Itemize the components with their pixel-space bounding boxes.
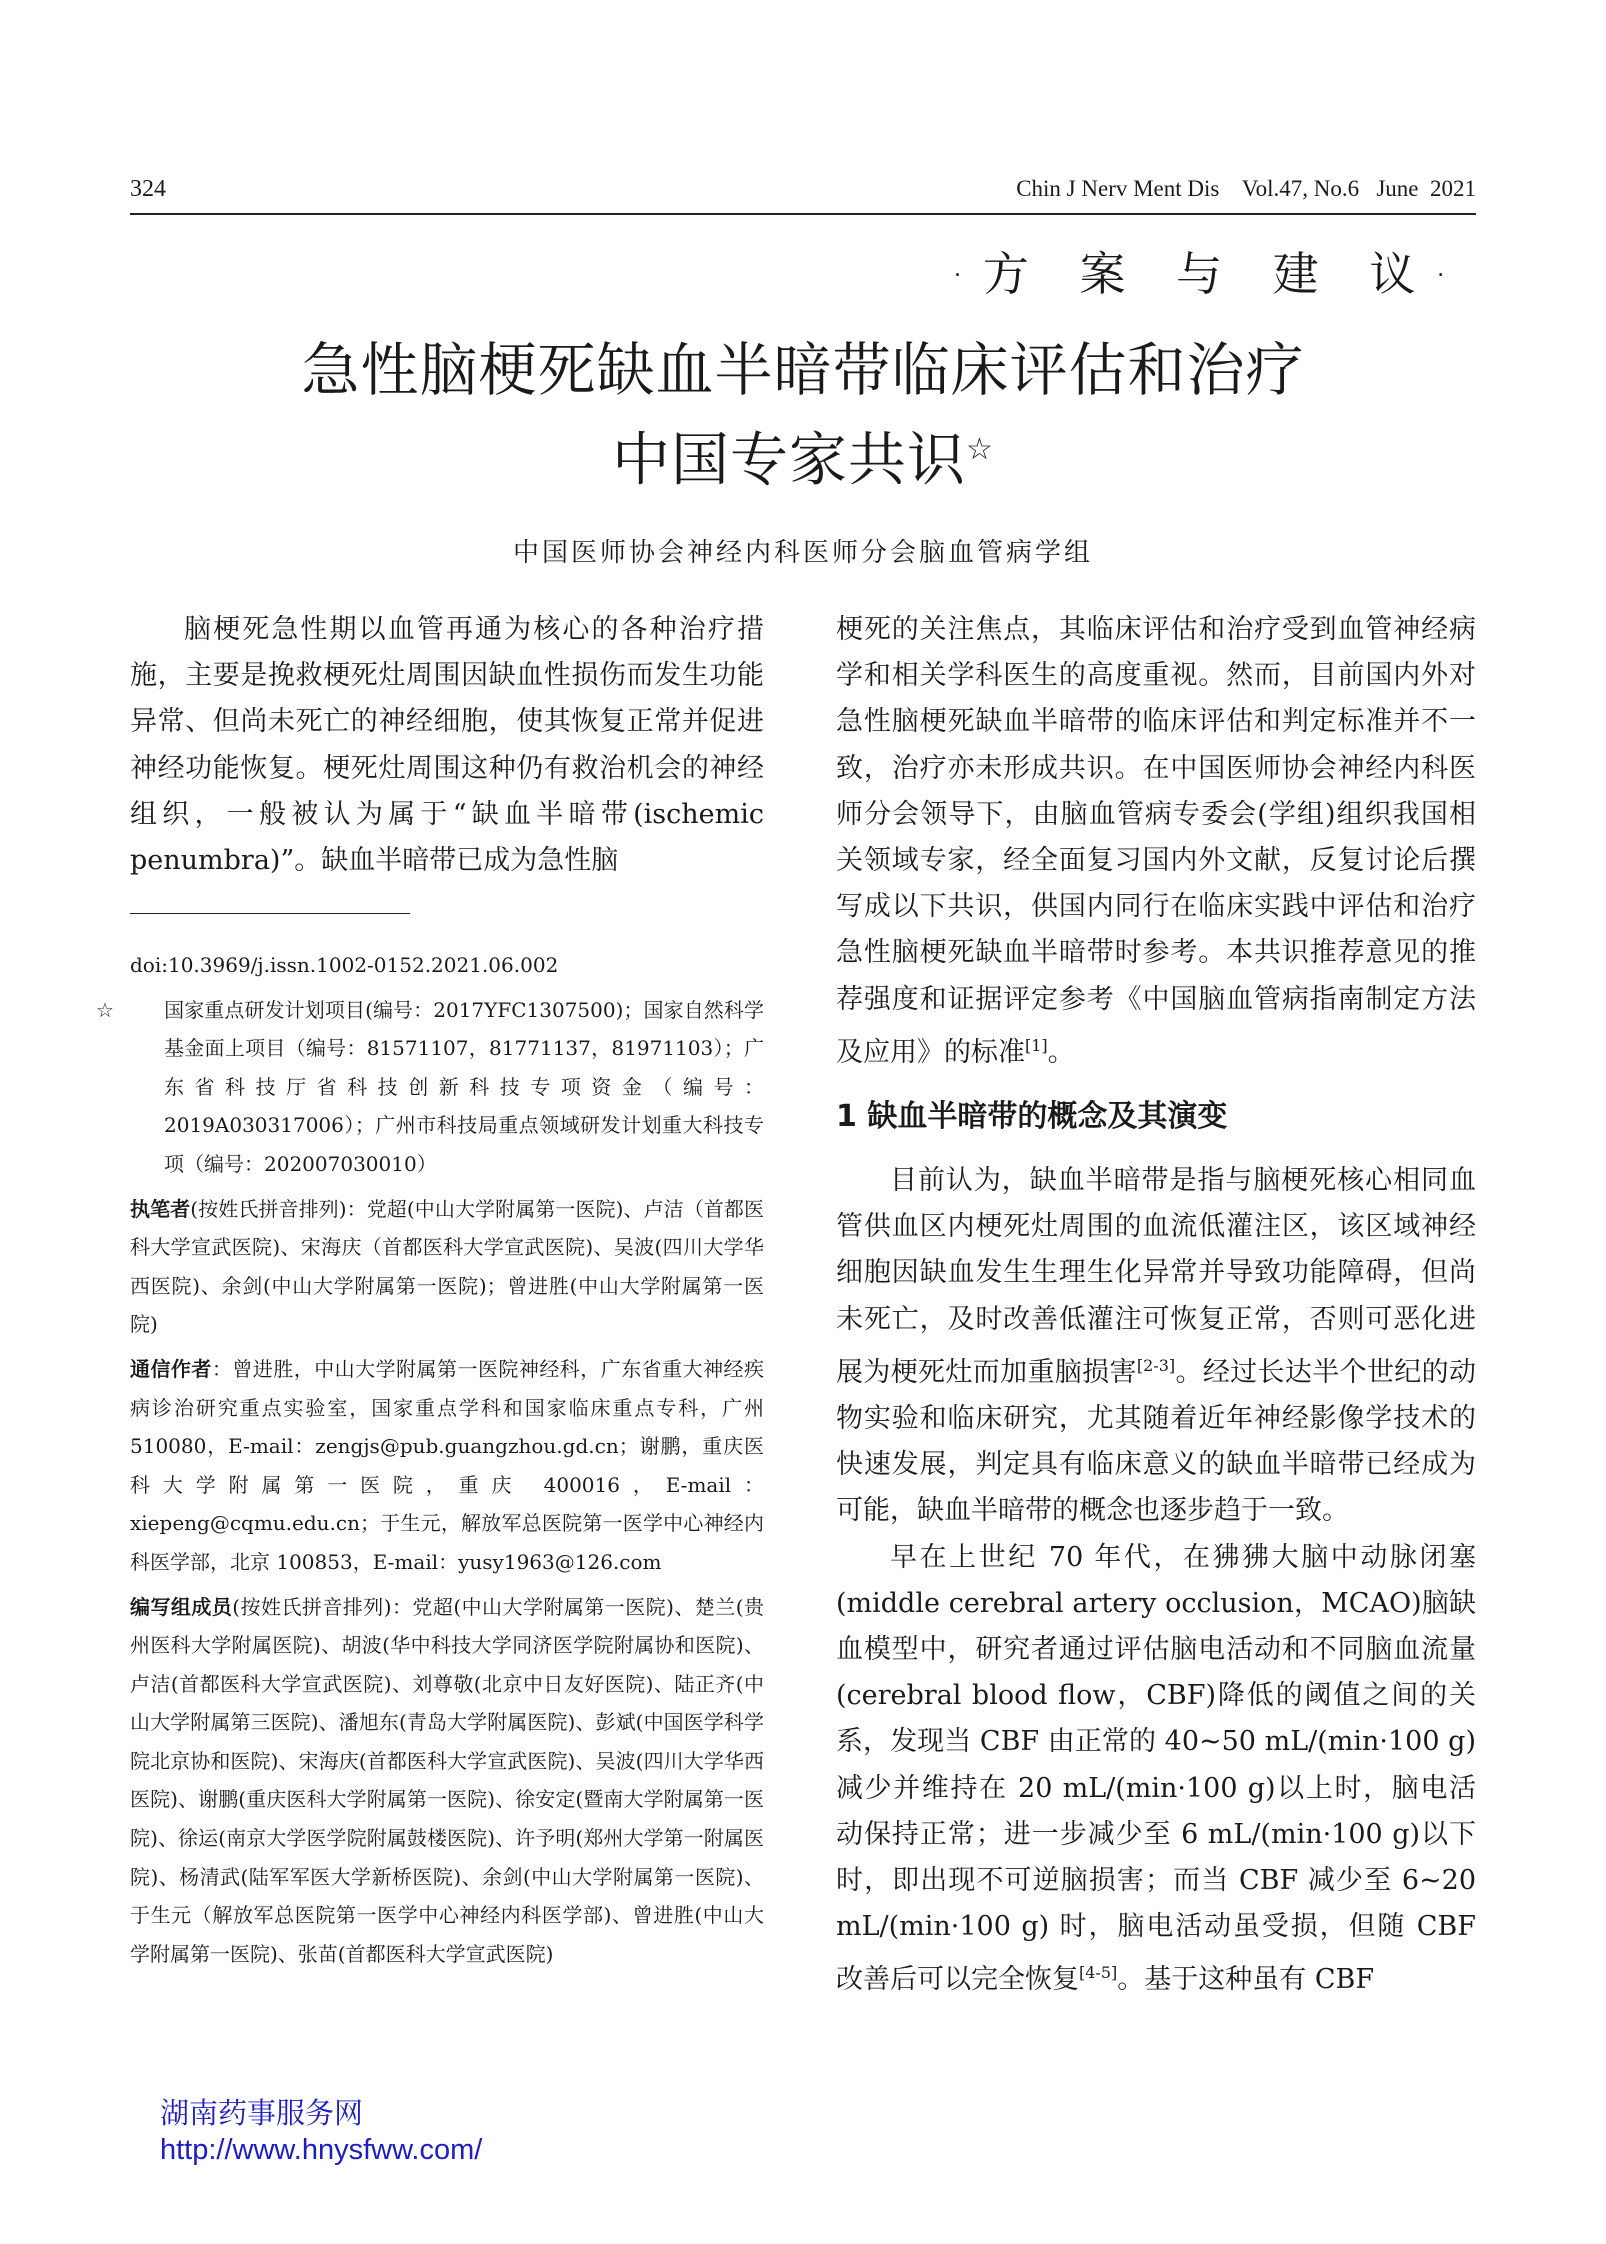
- star-mark-icon: ☆: [96, 997, 114, 1022]
- section-heading: 1 缺血半暗带的概念及其演变: [836, 1099, 1228, 1135]
- body-paragraph: 脑梗死急性期以血管再通为核心的各种治疗措施，主要是挽救梗死灶周围因缺血性损伤而发生功能异常、但尚未死亡的神经细胞，使其恢复正常并促进神经功能恢复。梗死灶周围这种仍有救治机会的神经组织，一般被认为属于“缺血半暗带(ischemic penumbra)”。缺血半暗带已成为急性脑: [130, 614, 764, 877]
- right-column: [836, 607, 1476, 2004]
- citation-ref: [4-5]: [1079, 1963, 1118, 1983]
- author-group: 中国医师协会神经内科医师分会脑血管病学组: [512, 538, 1093, 568]
- star-mark-icon: ☆: [966, 432, 994, 467]
- footnotes: [96, 946, 765, 1973]
- body-paragraph: 早在上世纪 70 年代，在狒狒大脑中动脉闭塞(middle cerebral artery occlusion，MCAO)脑缺血模型中，研究者通过评估脑电活动和不同脑血流量(cerebral blood flow，CBF)降低的阈值之间的关系，发现当 CBF 由正常的 40~50 mL/(min·100 g)减少并维持在 20 mL/(min·100 g)以上时，脑电活动保持正常；进一步减少至 6 mL/(min·100 g)以下时，即出现不可逆脑损害；而当 CBF 减少至 6~20 mL/(min·100 g) 时，脑电活动虽受损，但随 CBF 改善后可以完全恢复[4-5]。基于这种虽有 CBF: [836, 1541, 1476, 1996]
- article-title: [130, 330, 1476, 499]
- watermark-url: http://www.hnysfww.com/: [160, 2134, 483, 2166]
- header-rule: [130, 213, 1476, 215]
- watermark: [160, 2096, 482, 2168]
- members-note: 编写组成员(按姓氏拼音排列)：党超(中山大学附属第一医院)、楚兰(贵州医科大学附属医院)、胡波(华中科技大学同济医学院附属协和医院)、卢洁(首都医科大学宣武医院)、刘尊敬(北京中日友好医院)、陆正齐(中山大学附属第三医院)、潘旭东(青岛大学附属医院)、彭斌(中国医学科学院北京协和医院)、宋海庆(首都医科大学宣武医院)、吴波(四川大学华西医院)、谢鹏(重庆医科大学附属第一医院)、徐安定(暨南大学附属第一医院)、徐运(南京大学医学院附属鼓楼医院)、许予明(郑州大学第一附属医院)、杨清武(陆军军医大学新桥医院)、余剑(中山大学附属第一医院)、于生元（解放军总医院第一医学中心神经内科医学部)、曾进胜(中山大学附属第一医院)、张苗(首都医科大学宣武医院): [130, 1594, 765, 1966]
- journal-citation: Chin J Nerv Ment Dis Vol.47, No.6 June 2021: [1016, 176, 1476, 201]
- title-line-1: 急性脑梗死缺血半暗带临床评估和治疗: [301, 336, 1305, 404]
- title-line-2: 中国专家共识☆: [612, 425, 994, 494]
- body-paragraph: 目前认为，缺血半暗带是指与脑梗死核心相同血管供血区内梗死灶周围的血流低灌注区，该区域神经细胞因缺血发生生理生化异常并导致功能障碍，但尚未死亡，及时改善低灌注可恢复正常，否则可恶化进展为梗死灶而加重脑损害[2-3]。经过长达半个世纪的动物实验和临床研究，尤其随着近年神经影像学技术的快速发展，判定具有临床意义的缺血半暗带已经成为可能，缺血半暗带的概念也逐步趋于一致。: [836, 1165, 1476, 1527]
- fund-note: ☆ 国家重点研发计划项目(编号：2017YFC1307500)；国家自然科学基金面上项目（编号：81571107，81771137，81971103）；广东省科技厅省科技创新科技专项资金（编号：2019A030317006）；广州市科技局重点领域研发计划重大科技专项（编号：202007030010）: [130, 991, 764, 1184]
- doi: doi:10.3969/j.issn.1002-0152.2021.06.002: [130, 953, 559, 977]
- writers-note: 执笔者(按姓氏拼音排列)：党超(中山大学附属第一医院)、卢洁（首都医科大学宣武医院)、宋海庆（首都医科大学宣武医院)、吴波(四川大学华西医院)、余剑(中山大学附属第一医院)；曾进胜(中山大学附属第一医院): [130, 1196, 765, 1337]
- left-column-body: [130, 607, 764, 884]
- body-paragraph: 梗死的关注焦点，其临床评估和治疗受到血管神经病学和相关学科医生的高度重视。然而，目前国内外对急性脑梗死缺血半暗带的临床评估和判定标准并不一致，治疗亦未形成共识。在中国医师协会神经内科医师分会领导下，由脑血管病专委会(学组)组织我国相关领域专家，经全面复习国内外文献，反复讨论后撰写成以下共识，供国内同行在临床实践中评估和治疗急性脑梗死缺血半暗带时参考。本共识推荐意见的推荐强度和证据评定参考《中国脑血管病指南制定方法及应用》的标准[1]。: [836, 614, 1476, 1068]
- correspondence-note: 通信作者：曾进胜，中山大学附属第一医院神经科，广东省重大神经疾病诊治研究重点实验室，国家重点学科和国家临床重点专科，广州 510080，E-mail：zengjs@pub.guangzhou.gd.cn；谢鹏，重庆医科大学附属第一医院，重庆 400016，E-mail：xiepeng@cqmu.edu.cn；于生元，解放军总医院第一医学中心神经内科医学部，北京 100853，E-mail：yusy1963@126.com: [130, 1356, 765, 1574]
- footnote-rule: [130, 913, 410, 914]
- citation-ref: [2-3]: [1136, 1355, 1176, 1375]
- citation-ref: [1]: [1025, 1035, 1048, 1055]
- page-number: 324: [130, 176, 166, 202]
- watermark-name: 湖南药事服务网: [160, 2098, 364, 2130]
- section-label: ·方 案 与 建 议·: [950, 247, 1466, 301]
